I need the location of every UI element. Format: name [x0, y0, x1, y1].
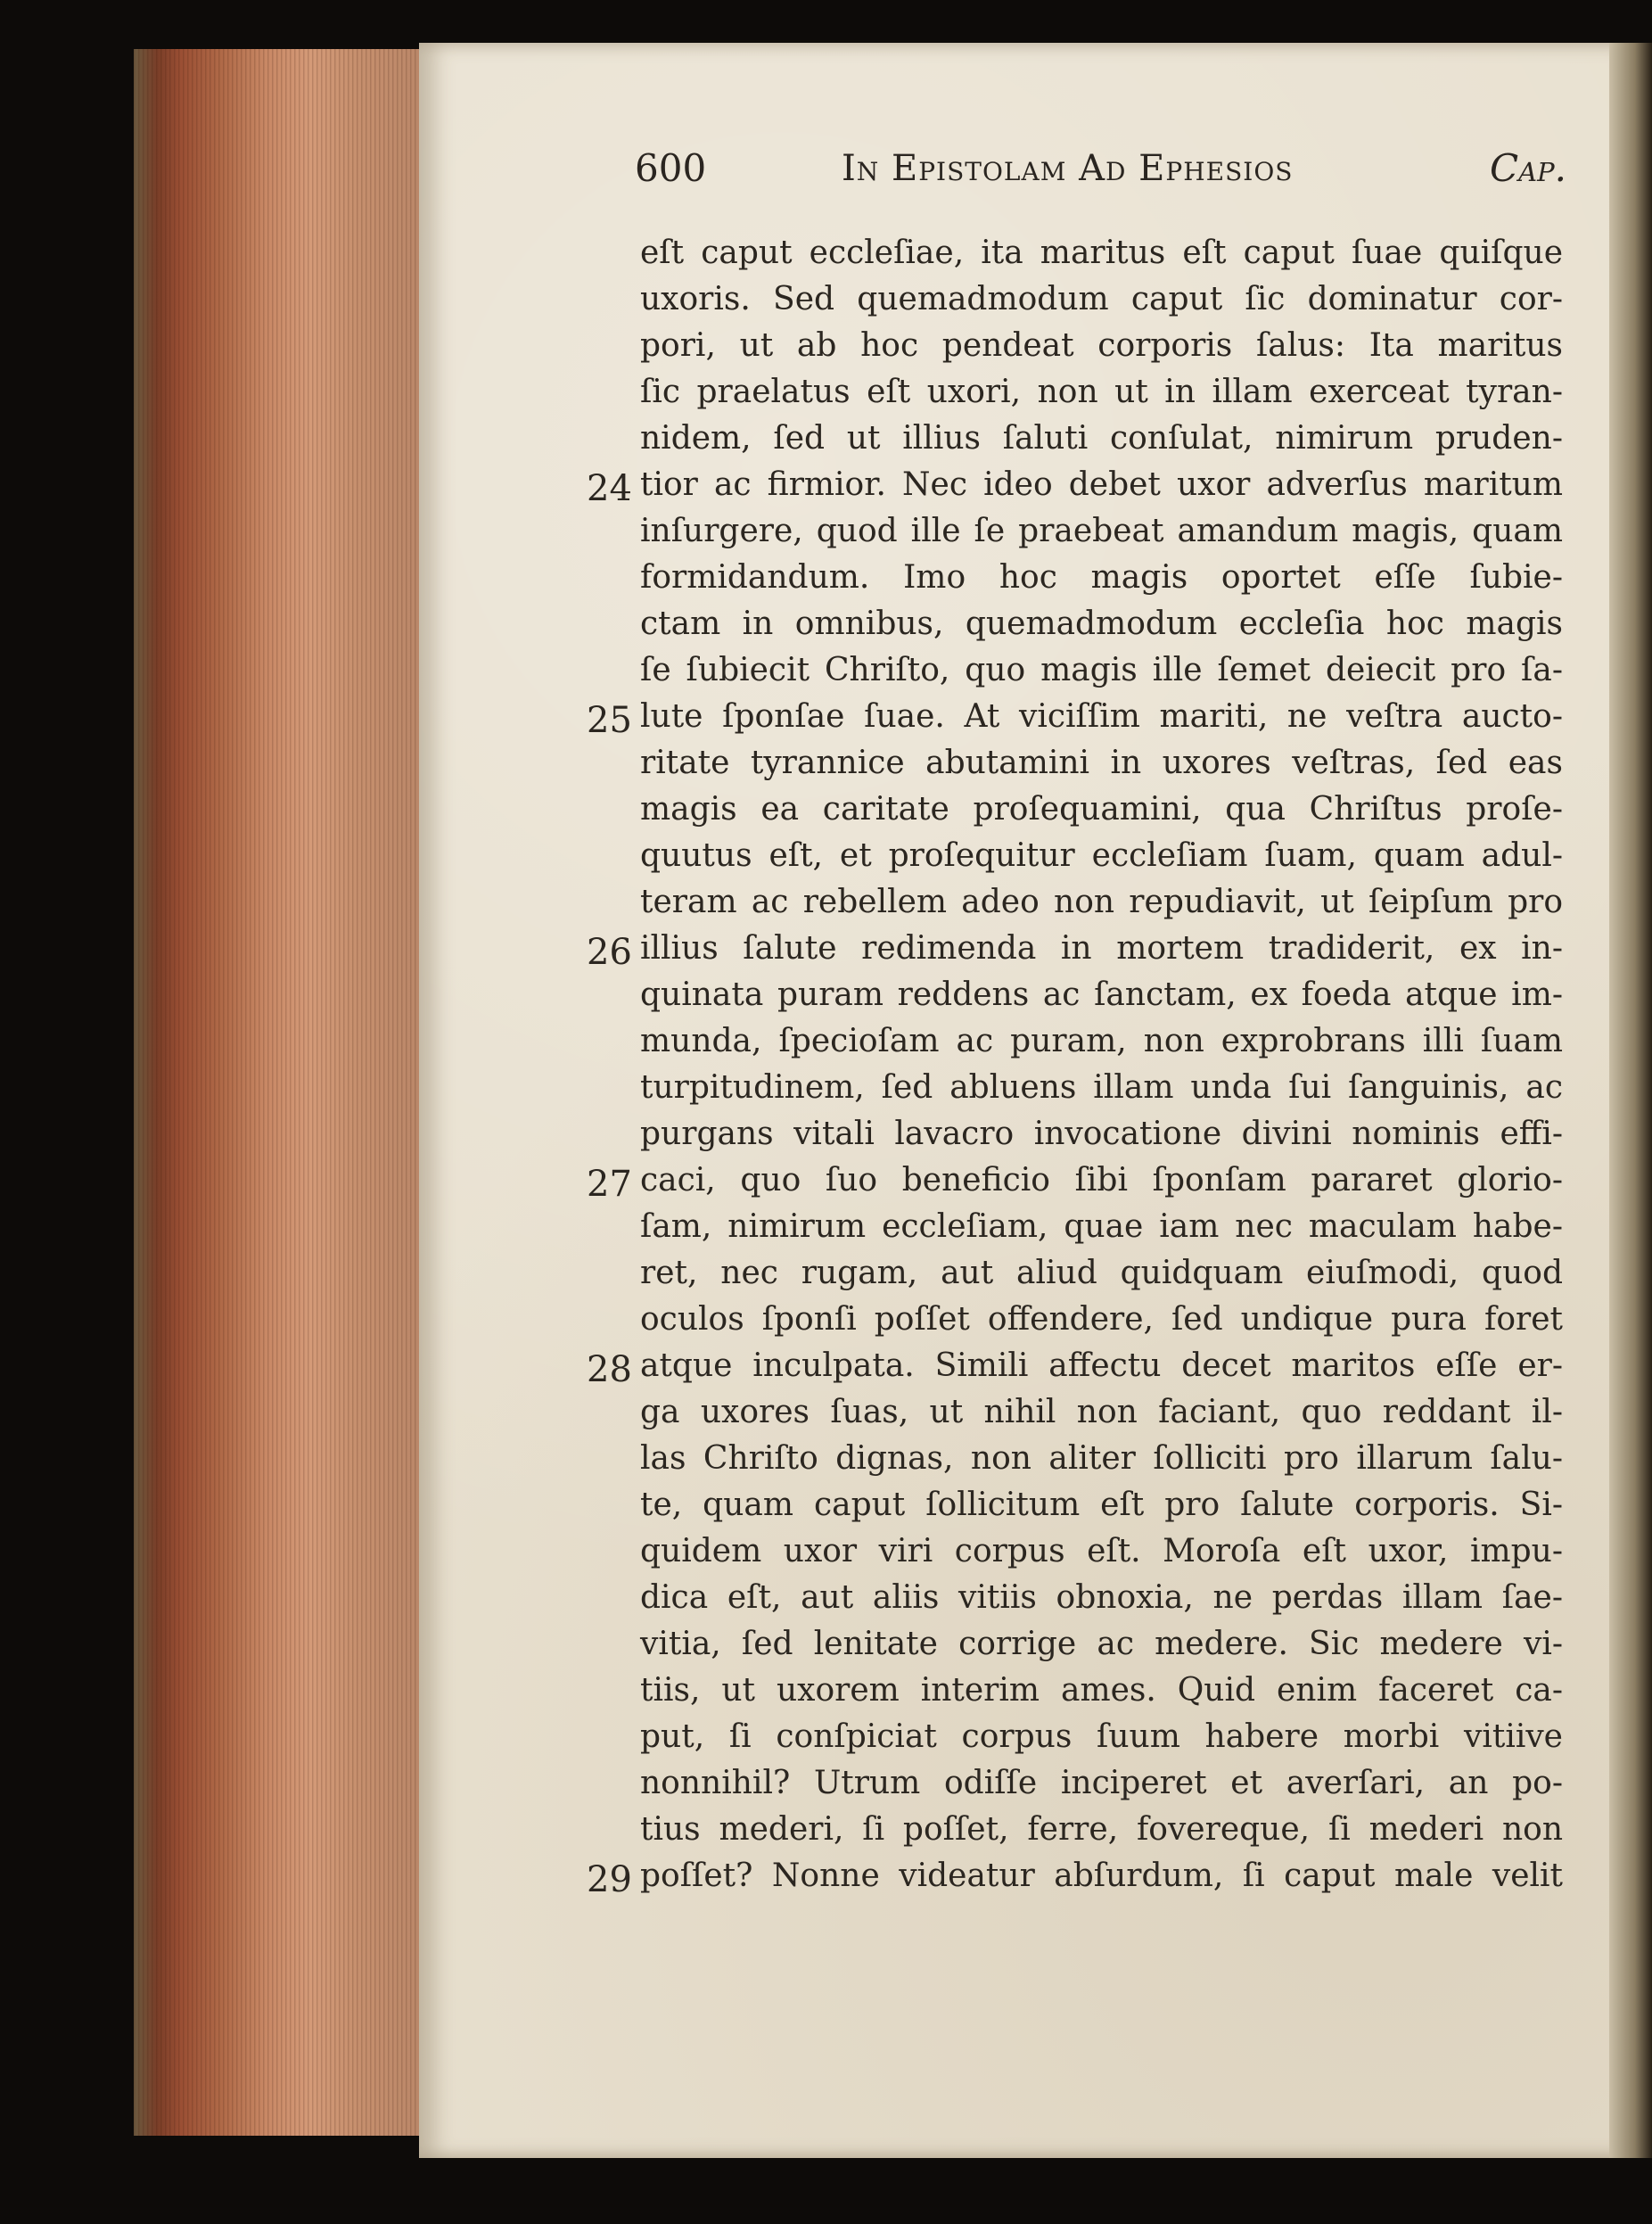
text-line	[640, 1482, 1563, 1528]
text-line	[640, 1668, 1563, 1714]
line-text: nonnihil? Utrum odiſſe inciperet et averſari, an po-	[640, 1765, 1563, 1801]
text-line	[640, 555, 1563, 601]
text-line	[640, 1250, 1563, 1297]
line-text: quutus eſt, et proſequitur eccleſiam ſuam, quam adul-	[640, 837, 1563, 874]
book-page-edges	[134, 49, 428, 2136]
line-text: quidem uxor viri corpus eſt. Moroſa eſt uxor, impu-	[640, 1533, 1563, 1569]
text-line	[640, 230, 1563, 276]
text-line	[640, 323, 1563, 369]
text-line	[640, 1575, 1563, 1621]
line-text: inſurgere, quod ille ſe praebeat amandum magis, quam	[640, 513, 1563, 549]
line-text: put, ſi conſpiciat corpus ſuum habere morbi vitiive	[640, 1718, 1563, 1755]
text-line	[640, 1297, 1563, 1343]
text-line	[640, 1065, 1563, 1111]
line-text: ctam in omnibus, quemadmodum eccleſia hoc magis	[640, 605, 1563, 642]
line-text: illius ſalute redimenda in mortem tradiderit, ex in-	[640, 930, 1563, 967]
line-text: poſſet? Nonne videatur abſurdum, ſi caput male velit	[640, 1857, 1563, 1894]
text-line	[640, 787, 1563, 833]
text-line	[640, 1714, 1563, 1760]
text-line	[640, 1436, 1563, 1482]
line-text: ſic praelatus eſt uxori, non ut in illam exerceat tyran-	[640, 374, 1563, 410]
text-line	[587, 694, 1563, 741]
line-text: uxoris. Sed quemadmodum caput ſic dominatur cor-	[640, 281, 1563, 317]
line-text: ga uxores ſuas, ut nihil non faciant, quo reddant il-	[640, 1394, 1563, 1430]
verse-number: 26	[587, 932, 632, 973]
text-line	[640, 972, 1563, 1018]
line-text: pori, ut ab hoc pendeat corporis ſalus: Ita maritus	[640, 327, 1563, 364]
line-text: quinata puram reddens ac ſanctam, ex foeda atque im-	[640, 976, 1563, 1013]
line-text: teram ac rebellem adeo non repudiavit, ut ſeipſum pro	[640, 884, 1563, 920]
running-header	[635, 141, 1566, 194]
line-text: magis ea caritate proſequamini, qua Chriſtus proſe-	[640, 791, 1563, 828]
text-line	[640, 1111, 1563, 1157]
line-text: dica eſt, aut aliis vitiis obnoxia, ne perdas illam ſae-	[640, 1579, 1563, 1616]
text-line	[640, 1204, 1563, 1250]
line-text: formidandum. Imo hoc magis oportet eſſe ſubie-	[640, 559, 1563, 596]
text-line	[640, 1760, 1563, 1807]
text-line	[640, 740, 1563, 787]
text-line	[640, 879, 1563, 926]
text-line	[640, 276, 1563, 323]
line-text: ret, nec rugam, aut aliud quidquam eiuſmodi, quod	[640, 1255, 1563, 1291]
line-text: tius mederi, ſi poſſet, ferre, fovereque, ſi mederi non	[640, 1811, 1563, 1848]
chapter-label: Cap.	[1490, 146, 1566, 190]
text-line	[640, 416, 1563, 462]
line-text: te, quam caput ſollicitum eſt pro ſalute corporis. Si-	[640, 1487, 1563, 1523]
line-text: lute ſponſae ſuae. At viciſſim mariti, ne veſtra aucto-	[640, 698, 1563, 735]
line-text: vitia, ſed lenitate corrige ac medere. Sic medere vi-	[640, 1626, 1563, 1662]
text-line	[587, 462, 1563, 509]
line-text: ritate tyrannice abutamini in uxores veſtras, ſed eas	[640, 745, 1563, 781]
line-text: ſam, nimirum eccleſiam, quae iam nec maculam habe-	[640, 1208, 1563, 1245]
line-text: munda, ſpecioſam ac puram, non exprobrans illi ſuam	[640, 1023, 1563, 1059]
running-title: In Epistolam Ad Ephesios	[842, 148, 1294, 189]
text-line	[640, 1389, 1563, 1436]
line-text: eſt caput eccleſiae, ita maritus eſt caput ſuae quiſque	[640, 235, 1563, 271]
text-line	[587, 1157, 1563, 1205]
text-line	[640, 1018, 1563, 1065]
text-line	[640, 647, 1563, 694]
text-line	[587, 1343, 1563, 1390]
line-text: caci, quo ſuo beneficio ſibi ſponſam pararet glorio-	[640, 1162, 1563, 1198]
text-line	[640, 1807, 1563, 1853]
line-text: oculos ſponſi poſſet offendere, ſed undique pura foret	[640, 1301, 1563, 1338]
text-line	[640, 1528, 1563, 1575]
line-text: tiis, ut uxorem interim ames. Quid enim faceret ca-	[640, 1672, 1563, 1709]
text-line	[640, 1621, 1563, 1668]
line-text: tior ac firmior. Nec ideo debet uxor adverſus maritum	[640, 466, 1563, 503]
page-number: 600	[635, 146, 707, 190]
line-text: ſe ſubiecit Chriſto, quo magis ille ſemet deiecit pro ſa-	[640, 652, 1563, 688]
text-line	[640, 833, 1563, 879]
verse-number: 25	[587, 700, 632, 741]
verse-number: 29	[587, 1859, 632, 1900]
text-line	[587, 1853, 1563, 1900]
verse-number: 24	[587, 468, 632, 509]
book-right-edge	[1609, 43, 1652, 2158]
line-text: turpitudinem, ſed abluens illam unda ſui ſanguinis, ac	[640, 1069, 1563, 1106]
text-line	[640, 508, 1563, 555]
text-line	[640, 601, 1563, 647]
line-text: atque inculpata. Simili affectu decet maritos eſſe er-	[640, 1347, 1563, 1384]
verse-number: 28	[587, 1349, 632, 1390]
text-line	[640, 369, 1563, 416]
line-text: purgans vitali lavacro invocatione divini nominis effi-	[640, 1116, 1563, 1152]
page-edge-lines	[134, 49, 428, 2136]
line-text: nidem, ſed ut illius ſaluti conſulat, nimirum pruden-	[640, 420, 1563, 457]
text-line	[587, 926, 1563, 973]
body-text	[587, 230, 1563, 1900]
verse-number: 27	[587, 1164, 632, 1205]
line-text: las Chriſto dignas, non aliter ſolliciti pro illarum ſalu-	[640, 1440, 1563, 1477]
